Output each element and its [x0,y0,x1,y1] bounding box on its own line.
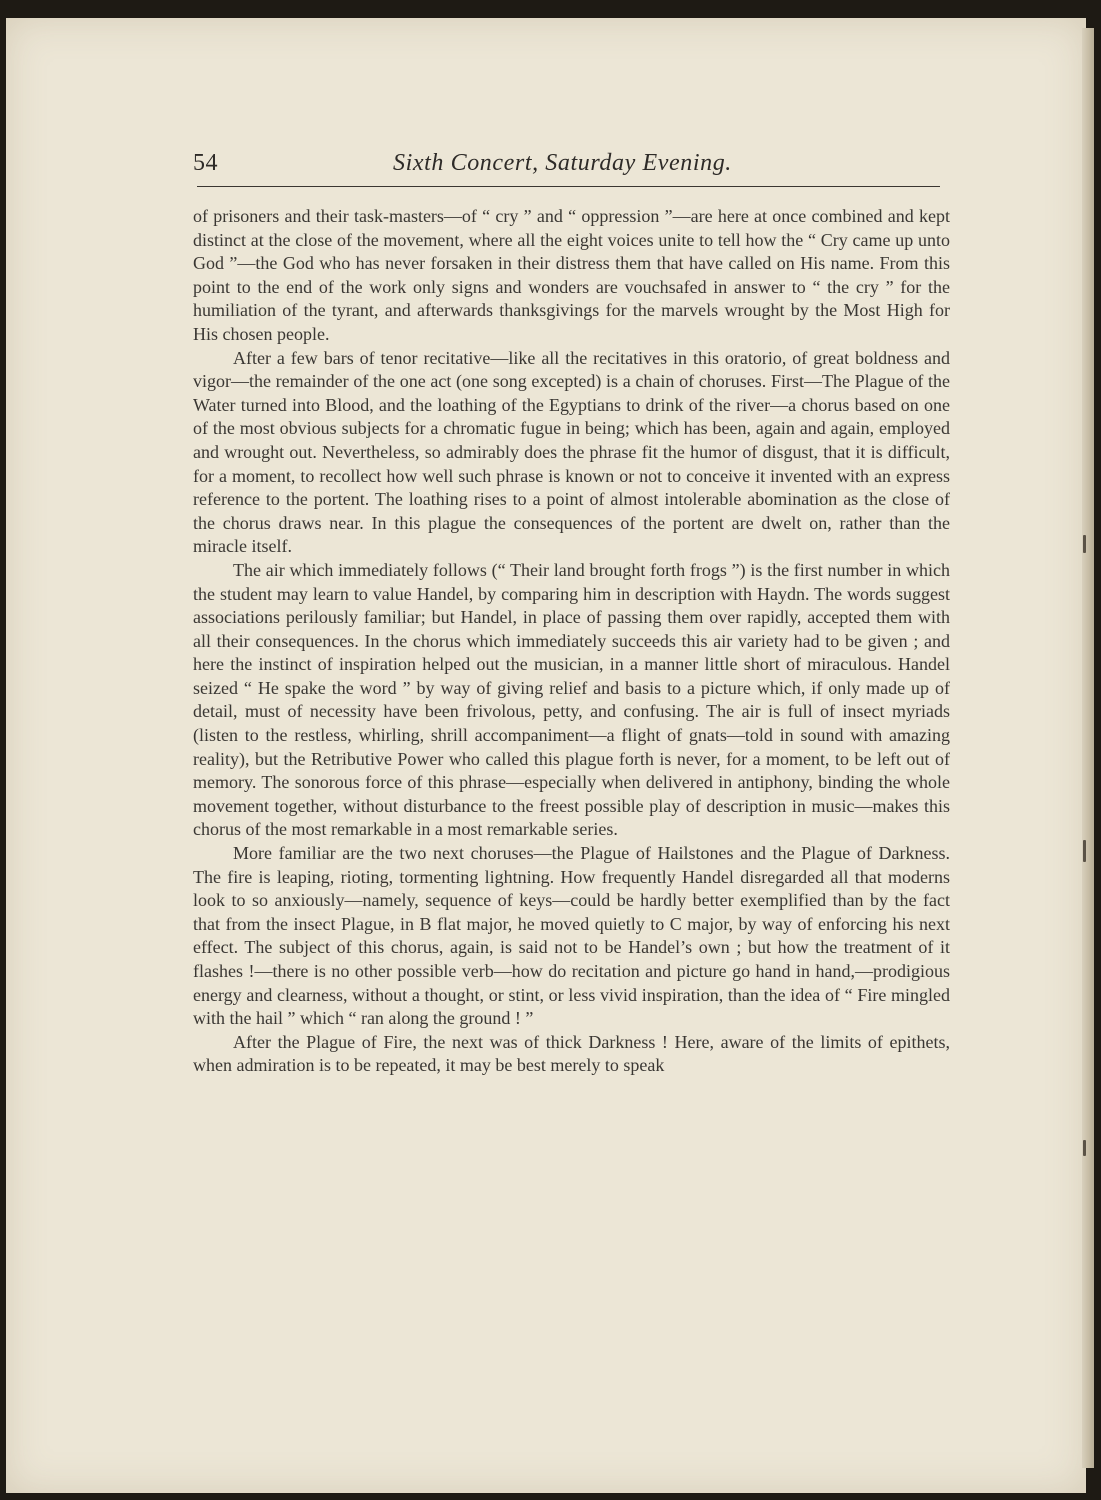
paragraph-1: of prisoners and their task-masters—of “ cry ” and “ oppression ”—are here at once combined and kept distinct at the close of the movement, where all the eight voices unite to tell how the “ Cry came up unto God ”—the God who has never forsaken in their distress them that have called on His name. From this point to the end of the work only signs and wonders are vouchsafed in answer to “ the cry ” for the humiliation of the tyrant, and afterwards thanksgivings for the marvels wrought by the Most High for His chosen people. [193,206,950,344]
paragraph-2: After a few bars of tenor recitative—like all the recitatives in this oratorio, of great boldness and vigor—the remainder of the one act (one song excepted) is a chain of choruses. First—The Plague of the Water turned into Blood, and the loathing of the Egyptians to drink of the river—a chorus based on one of the most obvious subjects for a chromatic fugue in being; which has been, again and again, employed and wrought out. Nevertheless, so admirably does the phrase fit the humor of disgust, that it is difficult, for a moment, to recollect how well such phrase is known or not to conceive it invented with an express reference to the portent. The loathing rises to a point of almost intolerable abomination as the close of the chorus draws near. In this plague the consequences of the portent are dwelt on, rather than the miracle itself. [193,347,950,557]
paragraph-4: More familiar are the two next choruses—the Plague of Hailstones and the Plague of Darkness. The fire is leaping, rioting, tormenting lightning. How frequently Handel disregarded all that moderns look to so anxiously—namely, sequence of keys—could be hardly better exemplified than by the fact that from the insect Plague, in B flat major, he moved quietly to C major, by way of enforcing his next effect. The subject of this chorus, again, is said not to be Handel’s own ; but how the treatment of it flashes !—there is no other possible verb—how do recitation and picture go hand in hand,—prodigious energy and clearness, without a thought, or stint, or less vivid inspiration, than the idea of “ Fire mingled with the hail ” which “ ran along the ground ! ” [193,843,950,1029]
page-edge [1082,28,1094,1468]
page-number: 54 [193,150,218,176]
paragraph-3: The air which immediately follows (“ Their land brought forth frogs ”) is the first number in which the student may learn to value Handel, by comparing him in description with Haydn. The words suggest associations perilously familiar; but Handel, in place of passing them over rapidly, accepted them with all their consequences. In the chorus which immediately succeeds this air variety had to be given ; and here the instinct of inspiration helped out the musician, in a manner little short of miraculous. Handel seized “ He spake the word ” by way of giving relief and basis to a picture which, if only made up of detail, must of necessity have been frivolous, petty, and confusing. The air is full of insect myriads (listen to the restless, whirling, shrill accompaniment—a flight of gnats—told in sound with amazing reality), but the Retributive Power who called this plague forth is never, for a moment, to be left out of memory. The sonorous force of this phrase—especially when delivered in antiphony, binding the whole movement together, without disturbance to the freest possible play of description in music—makes this chorus of the most remarkable in a most remarkable series. [193,559,950,840]
binding-mark [1083,840,1086,862]
binding-mark [1083,1140,1086,1156]
page-header [193,150,940,186]
binding-mark [1083,535,1086,553]
running-title: Sixth Concert, Saturday Evening. [393,150,732,176]
header-rule [197,186,940,187]
paragraph-5: After the Plague of Fire, the next was of thick Darkness ! Here, aware of the limits of epithets, when admiration is to be repeated, it may be best merely to speak [193,1031,950,1076]
body-text [193,205,950,1078]
